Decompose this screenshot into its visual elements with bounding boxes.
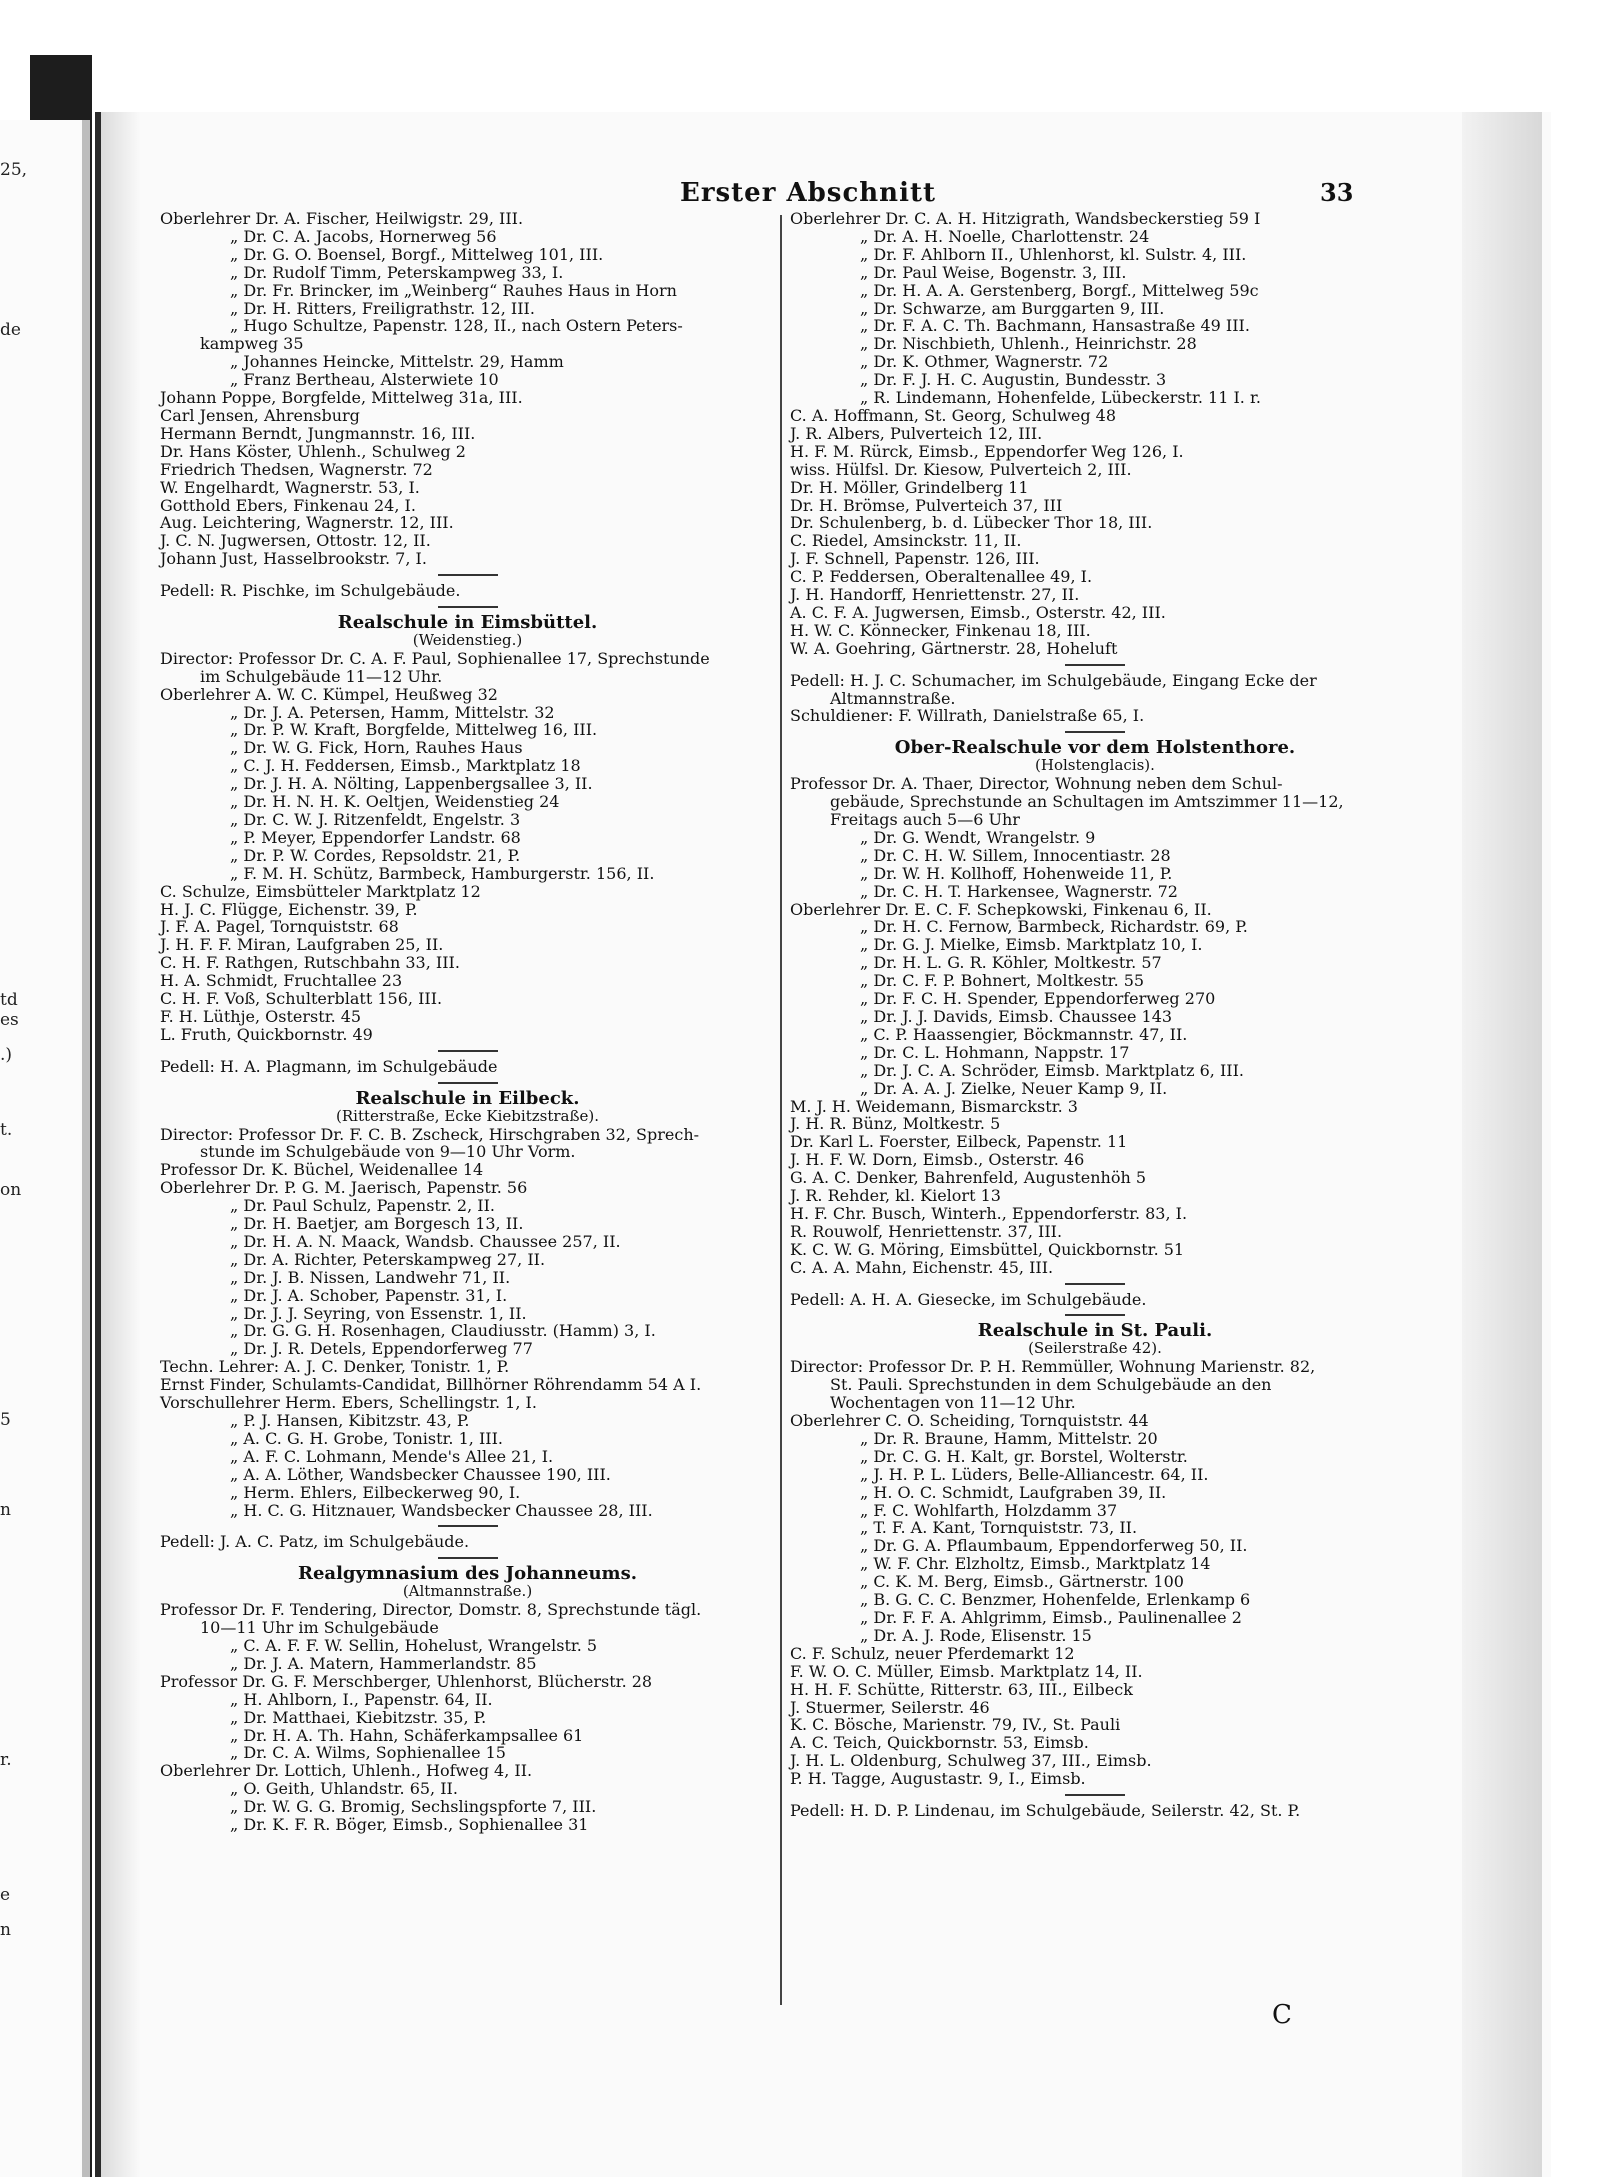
staff-entry: „ Dr. C. W. J. Ritzenfeldt, Engelstr. 3 — [230, 810, 521, 829]
staff-entry: „ C. K. M. Berg, Eimsb., Gärtnerstr. 100 — [860, 1572, 1184, 1592]
staff-entry: „ Dr. Paul Weise, Bogenstr. 3, III. — [860, 262, 1127, 282]
left-fragment: e — [0, 1885, 11, 1905]
staff-entry: „ Dr. P. W. Cordes, Repsoldstr. 21, P. — [230, 845, 521, 865]
school-section-title: Ober-Realschule vor dem Holstenthore. — [894, 737, 1296, 759]
staff-entry: C. A. A. Mahn, Eichenstr. 45, III. — [790, 1257, 1054, 1277]
entry-continuation: St. Pauli. Sprechstunden in dem Schulgebäude an den — [830, 1375, 1272, 1395]
staff-entry: J. C. N. Jugwersen, Ottostr. 12, II. — [160, 531, 431, 551]
staff-entry: „ Dr. C. A. Wilms, Sophienallee 15 — [230, 1743, 506, 1763]
left-column — [160, 210, 775, 1834]
signature-mark: C — [1272, 2000, 1292, 2030]
staff-entry: C. H. F. Rathgen, Rutschbahn 33, III. — [160, 953, 460, 973]
staff-entry: „ Dr. C. G. H. Kalt, gr. Borstel, Wolterstr. — [860, 1446, 1188, 1466]
staff-entry: Oberlehrer C. O. Scheiding, Tornquiststr. 44 — [790, 1411, 1149, 1430]
page-right-edge — [1462, 112, 1542, 2177]
staff-entry: „ Dr. H. A. N. Maack, Wandsb. Chaussee 257, II. — [230, 1231, 621, 1251]
section-rule — [438, 1050, 498, 1052]
staff-entry: J. H. Handorff, Henriettenstr. 27, II. — [790, 585, 1080, 605]
left-fragment: 25, — [0, 160, 28, 180]
section-heading: Erster Abschnitt — [680, 178, 936, 208]
page-spine — [82, 120, 90, 2177]
pedell-entry: Pedell: H. D. P. Lindenau, im Schulgebäude, Seilerstr. 42, St. P. — [790, 1801, 1301, 1821]
staff-entry: „ Dr. W. G. Fick, Horn, Rauhes Haus — [230, 738, 523, 758]
staff-entry: „ C. A. F. F. W. Sellin, Hohelust, Wrangelstr. 5 — [230, 1635, 598, 1655]
school-section-title: Realschule in Eimsbüttel. — [337, 612, 598, 634]
staff-entry: J. H. F. W. Dorn, Eimsb., Osterstr. 46 — [790, 1150, 1085, 1170]
staff-entry: „ Dr. F. C. H. Spender, Eppendorferweg 270 — [860, 989, 1216, 1009]
entry-continuation: 10—11 Uhr im Schulgebäude — [200, 1618, 439, 1638]
staff-entry: H. J. C. Flügge, Eichenstr. 39, P. — [160, 899, 418, 919]
staff-entry: „ Dr. J. H. A. Nölting, Lappenbergsallee 3, II. — [230, 774, 593, 794]
entry-continuation: Wochentagen von 11—12 Uhr. — [830, 1393, 1076, 1413]
left-fragment: .) — [0, 1045, 13, 1065]
staff-entry: Oberlehrer Dr. E. C. F. Schepkowski, Finkenau 6, II. — [790, 899, 1212, 919]
staff-entry: „ Dr. Schwarze, am Burggarten 9, III. — [860, 298, 1165, 318]
entry-continuation: Altmannstraße. — [830, 688, 956, 708]
staff-entry: Director: Professor Dr. C. A. F. Paul, Sophienallee 17, Sprechstunde — [160, 648, 710, 668]
staff-entry: J. F. Schnell, Papenstr. 126, III. — [790, 549, 1040, 569]
school-section-title: Realschule in Eilbeck. — [355, 1087, 580, 1109]
staff-entry: „ Hugo Schultze, Papenstr. 128, II., nach Ostern Peters- — [230, 316, 683, 336]
staff-entry: Schuldiener: F. Willrath, Danielstraße 65, I. — [790, 706, 1145, 726]
staff-entry: Oberlehrer A. W. C. Kümpel, Heußweg 32 — [160, 684, 498, 704]
staff-entry: „ Dr. Rudolf Timm, Peterskampweg 33, I. — [230, 262, 564, 282]
staff-entry: J. H. F. F. Miran, Laufgraben 25, II. — [160, 935, 444, 955]
left-fragment: n — [0, 1920, 11, 1940]
pedell-entry: Pedell: A. H. A. Giesecke, im Schulgebäude. — [790, 1289, 1147, 1309]
staff-entry: „ Dr. H. Baetjer, am Borgesch 13, II. — [230, 1214, 524, 1234]
staff-entry: „ Dr. Fr. Brincker, im „Weinberg“ Rauhes Haus in Horn — [230, 280, 677, 300]
staff-entry: wiss. Hülfsl. Dr. Kiesow, Pulverteich 2, III. — [790, 459, 1132, 479]
staff-entry: H. F. M. Rürck, Eimsb., Eppendorfer Weg 126, I. — [790, 441, 1184, 461]
staff-entry: „ Dr. W. G. G. Bromig, Sechslingspforte 7, III. — [230, 1797, 597, 1817]
staff-entry: „ Dr. F. Ahlborn II., Uhlenhorst, kl. Sulstr. 4, III. — [860, 244, 1247, 264]
left-fragment: td — [0, 990, 18, 1010]
staff-entry: Dr. Schulenberg, b. d. Lübecker Thor 18, III. — [790, 513, 1153, 533]
staff-entry: C. Schulze, Eimsbütteler Marktplatz 12 — [160, 881, 481, 901]
staff-entry: „ Dr. G. O. Boensel, Borgf., Mittelweg 101, III. — [230, 244, 604, 264]
staff-entry: „ Dr. W. H. Kollhoff, Hohenweide 11, P. — [860, 863, 1173, 883]
entry-continuation: im Schulgebäude 11—12 Uhr. — [200, 666, 443, 686]
staff-entry: „ F. M. H. Schütz, Barmbeck, Hamburgerstr. 156, II. — [230, 863, 655, 883]
staff-entry: „ B. G. C. C. Benzmer, Hohenfelde, Erlenkamp 6 — [860, 1590, 1251, 1610]
staff-entry: Dr. Hans Köster, Uhlenh., Schulweg 2 — [160, 441, 466, 461]
school-address-subtitle: (Altmannstraße.) — [402, 1582, 533, 1601]
staff-entry: „ Dr. F. J. H. C. Augustin, Bundesstr. 3 — [860, 370, 1167, 390]
staff-entry: L. Fruth, Quickbornstr. 49 — [160, 1024, 373, 1044]
staff-entry: Director: Professor Dr. F. C. B. Zscheck, Hirschgraben 32, Sprech- — [160, 1124, 700, 1144]
staff-entry: „ Dr. H. C. Fernow, Barmbeck, Richardstr. 69, P. — [860, 917, 1248, 937]
staff-entry: Vorschullehrer Herm. Ebers, Schellingstr. 1, I. — [160, 1393, 537, 1413]
staff-entry: J. H. R. Bünz, Moltkestr. 5 — [790, 1114, 1001, 1134]
staff-entry: Hermann Berndt, Jungmannstr. 16, III. — [160, 423, 476, 443]
staff-entry: K. C. W. G. Möring, Eimsbüttel, Quickbornstr. 51 — [790, 1239, 1185, 1259]
section-rule — [438, 1082, 498, 1084]
staff-entry: Techn. Lehrer: A. J. C. Denker, Tonistr. 1, P. — [160, 1357, 510, 1377]
staff-entry: J. Stuermer, Seilerstr. 46 — [790, 1697, 990, 1717]
staff-entry: „ W. F. Chr. Elzholtz, Eimsb., Marktplatz 14 — [860, 1554, 1211, 1574]
staff-entry: M. J. H. Weidemann, Bismarckstr. 3 — [790, 1096, 1078, 1116]
staff-entry: „ P. Meyer, Eppendorfer Landstr. 68 — [230, 827, 521, 847]
staff-entry: „ Dr. K. F. R. Böger, Eimsb., Sophienallee 31 — [230, 1815, 589, 1835]
section-rule — [438, 606, 498, 608]
staff-entry: „ Dr. J. J. Seyring, von Essenstr. 1, II. — [230, 1303, 527, 1323]
staff-entry: „ Dr. A. Richter, Peterskampweg 27, II. — [230, 1249, 546, 1269]
staff-entry: Professor Dr. G. F. Merschberger, Uhlenhorst, Blücherstr. 28 — [160, 1671, 653, 1691]
staff-entry: „ Dr. F. A. C. Th. Bachmann, Hansastraße 49 III. — [860, 316, 1250, 336]
staff-entry: „ Dr. K. Othmer, Wagnerstr. 72 — [860, 352, 1109, 372]
staff-entry: A. C. Teich, Quickbornstr. 53, Eimsb. — [790, 1733, 1089, 1753]
staff-entry: Carl Jensen, Ahrensburg — [160, 405, 360, 425]
left-fragment: 5 — [0, 1410, 11, 1430]
school-address-subtitle: (Seilerstraße 42). — [1028, 1339, 1162, 1358]
staff-entry: F. H. Lüthje, Osterstr. 45 — [160, 1006, 362, 1026]
pedell-entry: Pedell: J. A. C. Patz, im Schulgebäude. — [160, 1532, 470, 1552]
staff-entry: „ O. Geith, Uhlandstr. 65, II. — [230, 1779, 458, 1799]
staff-entry: Johann Poppe, Borgfelde, Mittelweg 31a, III. — [160, 388, 523, 408]
staff-entry: „ Dr. J. B. Nissen, Landwehr 71, II. — [230, 1267, 511, 1287]
school-address-subtitle: (Weidenstieg.) — [412, 630, 523, 649]
staff-entry: H. A. Schmidt, Fruchtallee 23 — [160, 971, 403, 991]
staff-entry: „ A. C. G. H. Grobe, Tonistr. 1, III. — [230, 1428, 503, 1448]
staff-entry: „ Dr. C. H. W. Sillem, Innocentiastr. 28 — [860, 845, 1171, 865]
staff-entry: „ F. C. Wohlfarth, Holzdamm 37 — [860, 1500, 1118, 1520]
school-address-subtitle: (Holstenglacis). — [1035, 756, 1155, 775]
staff-entry: „ H. O. C. Schmidt, Laufgraben 39, II. — [860, 1482, 1167, 1502]
staff-entry: „ Franz Bertheau, Alsterwiete 10 — [230, 370, 499, 390]
staff-entry: R. Rouwolf, Henriettenstr. 37, III. — [790, 1221, 1063, 1241]
left-fragment: n — [0, 1500, 11, 1520]
staff-entry: Professor Dr. F. Tendering, Director, Domstr. 8, Sprechstunde tägl. — [160, 1600, 702, 1620]
section-rule — [438, 1525, 498, 1527]
staff-entry: H. F. Chr. Busch, Winterh., Eppendorferstr. 83, I. — [790, 1203, 1188, 1223]
left-fragment: on — [0, 1180, 22, 1200]
staff-entry: W. Engelhardt, Wagnerstr. 53, I. — [160, 477, 420, 497]
staff-entry: „ Dr. C. A. Jacobs, Hornerweg 56 — [230, 226, 497, 246]
left-fragment: es — [0, 1010, 19, 1030]
staff-entry: Friedrich Thedsen, Wagnerstr. 72 — [160, 459, 433, 479]
staff-entry: „ Dr. H. L. G. R. Köhler, Moltkestr. 57 — [860, 953, 1162, 973]
section-rule — [438, 574, 498, 576]
staff-entry: „ Dr. J. A. Petersen, Hamm, Mittelstr. 32 — [230, 702, 555, 722]
entry-continuation: gebäude, Sprechstunde an Schultagen im Amtszimmer 11—12, — [830, 792, 1344, 812]
staff-entry: Professor Dr. A. Thaer, Director, Wohnung neben dem Schul- — [790, 774, 1283, 794]
staff-entry: „ H. Ahlborn, I., Papenstr. 64, II. — [230, 1689, 493, 1709]
staff-entry: „ Dr. P. W. Kraft, Borgfelde, Mittelweg 16, III. — [230, 720, 598, 740]
staff-entry: „ Dr. Nischbieth, Uhlenh., Heinrichstr. 28 — [860, 334, 1197, 354]
school-section-title: Realgymnasium des Johanneums. — [298, 1563, 637, 1585]
gutter-shadow — [101, 112, 141, 2177]
staff-entry: C. P. Feddersen, Oberaltenallee 49, I. — [790, 567, 1093, 587]
column-divider — [780, 215, 782, 2005]
staff-entry: „ Dr. C. L. Hohmann, Nappstr. 17 — [860, 1042, 1130, 1062]
staff-entry: „ Dr. C. H. T. Harkensee, Wagnerstr. 72 — [860, 881, 1178, 901]
staff-entry: C. F. Schulz, neuer Pferdemarkt 12 — [790, 1643, 1075, 1663]
entry-continuation: kampweg 35 — [200, 334, 304, 354]
staff-entry: „ C. J. H. Feddersen, Eimsb., Marktplatz 18 — [230, 756, 581, 776]
page-number: 33 — [1320, 178, 1354, 207]
staff-entry: „ Herm. Ehlers, Eilbeckerweg 90, I. — [230, 1482, 521, 1502]
staff-entry: „ Dr. A. A. J. Zielke, Neuer Kamp 9, II. — [860, 1078, 1168, 1098]
right-column — [790, 210, 1400, 1820]
staff-entry: „ Johannes Heincke, Mittelstr. 29, Hamm — [230, 352, 564, 372]
staff-entry: C. Riedel, Amsinckstr. 11, II. — [790, 531, 1022, 551]
staff-entry: „ Dr. H. Ritters, Freiligrathstr. 12, III. — [230, 298, 535, 318]
staff-entry: J. R. Albers, Pulverteich 12, III. — [790, 423, 1043, 443]
school-address-subtitle: (Ritterstraße, Ecke Kiebitzstraße). — [336, 1106, 599, 1125]
staff-entry: „ R. Lindemann, Hohenfelde, Lübeckerstr. 11 I. r. — [860, 388, 1261, 408]
staff-entry: H. H. F. Schütte, Ritterstr. 63, III., Eilbeck — [790, 1679, 1133, 1699]
staff-entry: „ Dr. J. A. Matern, Hammerlandstr. 85 — [230, 1653, 537, 1673]
staff-entry: Oberlehrer Dr. C. A. H. Hitzigrath, Wandsbeckerstieg 59 I — [790, 209, 1261, 228]
staff-entry: „ Dr. A. J. Rode, Elisenstr. 15 — [860, 1625, 1092, 1645]
staff-entry: K. C. Bösche, Marienstr. 79, IV., St. Pauli — [790, 1715, 1121, 1735]
staff-entry: „ Dr. C. F. P. Bohnert, Moltkestr. 55 — [860, 971, 1145, 991]
staff-entry: Oberlehrer Dr. P. G. M. Jaerisch, Papenstr. 56 — [160, 1178, 528, 1198]
staff-entry: J. R. Rehder, kl. Kielort 13 — [790, 1186, 1001, 1206]
staff-entry: „ J. H. P. L. Lüders, Belle-Alliancestr. 64, II. — [860, 1464, 1209, 1484]
pedell-entry: Pedell: H. J. C. Schumacher, im Schulgebäude, Eingang Ecke der — [790, 670, 1317, 690]
staff-entry: „ Dr. F. F. A. Ahlgrimm, Eimsb., Paulinenallee 2 — [860, 1607, 1242, 1627]
staff-entry: „ Dr. J. A. Schober, Papenstr. 31, I. — [230, 1285, 508, 1305]
staff-entry: „ Dr. G. J. Mielke, Eimsb. Marktplatz 10, I. — [860, 935, 1203, 955]
staff-entry: Director: Professor Dr. P. H. Remmüller, Wohnung Marienstr. 82, — [790, 1357, 1316, 1377]
staff-entry: J. H. L. Oldenburg, Schulweg 37, III., Eimsb. — [790, 1751, 1152, 1771]
staff-entry: „ Dr. Paul Schulz, Papenstr. 2, II. — [230, 1196, 495, 1216]
staff-entry: „ Dr. J. C. A. Schröder, Eimsb. Marktplatz 6, III. — [860, 1060, 1244, 1080]
staff-entry: „ P. J. Hansen, Kibitzstr. 43, P. — [230, 1411, 470, 1430]
staff-entry: „ Dr. J. J. Davids, Eimsb. Chaussee 143 — [860, 1006, 1173, 1026]
staff-entry: W. A. Goehring, Gärtnerstr. 28, Hoheluft — [790, 638, 1118, 658]
staff-entry: C. A. Hoffmann, St. Georg, Schulweg 48 — [790, 405, 1117, 425]
staff-entry: „ Dr. A. H. Noelle, Charlottenstr. 24 — [860, 226, 1150, 246]
left-fragment: r. — [0, 1750, 12, 1770]
staff-entry: F. W. O. C. Müller, Eimsb. Marktplatz 14, II. — [790, 1661, 1143, 1681]
section-rule — [1065, 664, 1125, 666]
staff-entry: C. H. F. Voß, Schulterblatt 156, III. — [160, 989, 443, 1009]
staff-entry: P. H. Tagge, Augustastr. 9, I., Eimsb. — [790, 1769, 1086, 1789]
entry-continuation: stunde im Schulgebäude von 9—10 Uhr Vorm. — [200, 1142, 576, 1162]
staff-entry: „ Dr. Matthaei, Kiebitzstr. 35, P. — [230, 1707, 487, 1727]
staff-entry: „ A. F. C. Lohmann, Mende's Allee 21, I. — [230, 1446, 554, 1466]
left-fragment: t. — [0, 1120, 13, 1140]
staff-entry: „ Dr. H. A. Th. Hahn, Schäferkampsallee 61 — [230, 1725, 584, 1745]
staff-entry: „ Dr. G. A. Pflaumbaum, Eppendorferweg 50, II. — [860, 1536, 1248, 1556]
section-rule — [438, 1557, 498, 1559]
staff-entry: Johann Just, Hasselbrookstr. 7, I. — [160, 549, 427, 569]
staff-entry: H. W. C. Könnecker, Finkenau 18, III. — [790, 620, 1091, 640]
staff-entry: „ Dr. G. G. H. Rosenhagen, Claudiusstr. (Hamm) 3, I. — [230, 1321, 656, 1341]
staff-entry: „ Dr. G. Wendt, Wrangelstr. 9 — [860, 827, 1096, 847]
pedell-entry: Pedell: R. Pischke, im Schulgebäude. — [160, 581, 461, 601]
staff-entry: „ Dr. H. A. A. Gerstenberg, Borgf., Mittelweg 59c — [860, 280, 1259, 300]
staff-entry: G. A. C. Denker, Bahrenfeld, Augustenhöh 5 — [790, 1168, 1147, 1188]
staff-entry: Aug. Leichtering, Wagnerstr. 12, III. — [160, 513, 454, 533]
staff-entry: „ C. P. Haassengier, Böckmannstr. 47, II. — [860, 1024, 1188, 1044]
school-section-title: Realschule in St. Pauli. — [977, 1320, 1213, 1342]
staff-entry: „ A. A. Löther, Wandsbecker Chaussee 190, III. — [230, 1464, 611, 1484]
staff-entry: „ Dr. H. N. H. K. Oeltjen, Weidenstieg 24 — [230, 792, 560, 812]
staff-entry: Ernst Finder, Schulamts-Candidat, Billhörner Röhrendamm 54 A I. — [160, 1375, 702, 1395]
staff-entry: „ Dr. J. R. Detels, Eppendorferweg 77 — [230, 1339, 533, 1359]
left-page-edge — [0, 120, 90, 2177]
staff-entry: Dr. Karl L. Foerster, Eilbeck, Papenstr. 11 — [790, 1132, 1128, 1152]
entry-continuation: Freitags auch 5—6 Uhr — [830, 810, 1020, 829]
staff-entry: „ Dr. R. Braune, Hamm, Mittelstr. 20 — [860, 1428, 1158, 1448]
staff-entry: Oberlehrer Dr. Lottich, Uhlenh., Hofweg 4, II. — [160, 1761, 533, 1781]
staff-entry: Professor Dr. K. Büchel, Weidenallee 14 — [160, 1160, 484, 1180]
pedell-entry: Pedell: H. A. Plagmann, im Schulgebäude — [160, 1056, 498, 1076]
staff-entry: „ T. F. A. Kant, Tornquiststr. 73, II. — [860, 1518, 1138, 1538]
staff-entry: Dr. H. Brömse, Pulverteich 37, III — [790, 495, 1063, 515]
staff-entry: Gotthold Ebers, Finkenau 24, I. — [160, 495, 416, 515]
staff-entry: J. F. A. Pagel, Tornquiststr. 68 — [160, 917, 399, 937]
section-rule — [1065, 1283, 1125, 1285]
staff-entry: Oberlehrer Dr. A. Fischer, Heilwigstr. 29, III. — [160, 209, 524, 228]
staff-entry: Dr. H. Möller, Grindelberg 11 — [790, 477, 1029, 497]
staff-entry: A. C. F. A. Jugwersen, Eimsb., Osterstr. 42, III. — [790, 602, 1166, 622]
section-rule — [1065, 1794, 1125, 1796]
left-fragment: de — [0, 320, 21, 340]
staff-entry: „ H. C. G. Hitznauer, Wandsbecker Chaussee 28, III. — [230, 1500, 653, 1520]
section-rule — [1065, 1314, 1125, 1316]
section-rule — [1065, 731, 1125, 733]
